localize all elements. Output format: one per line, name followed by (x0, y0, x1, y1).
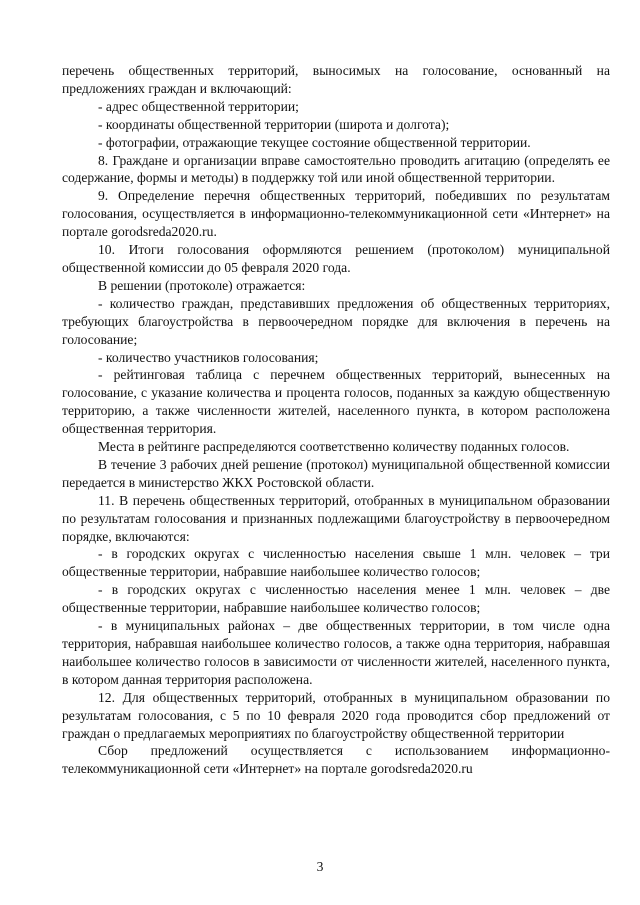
clause-12: 12. Для общественных территорий, отобранных в муниципальном образовании по результатам голосования, с 5 по 10 февраля 2020 года проводится сбор предложений от граждан о предлагаемых мероприятиях по благоустройству общественной территории (62, 689, 610, 741)
decision-transfer-paragraph: В течение 3 рабочих дней решение (протокол) муниципальной общественной комиссии передается в министерство ЖКХ Ростовской области. (62, 456, 610, 490)
list-item-small-cities: - в городских округах с численностью населения менее 1 млн. человек – две общественные территории, набравшие наибольшее количество голосов; (62, 582, 610, 616)
list-item-participants-count: - количество участников голосования; (98, 349, 319, 365)
clause-11: 11. В перечень общественных территорий, отобранных в муниципальном образовании по результатам голосования и признанных подлежащими благоустройству в первоочередном порядке, включаются: (62, 492, 610, 544)
list-item-rating-table: - рейтинговая таблица с перечнем общественных территорий, вынесенных на голосование, с указание количества и процента голосов, поданных за каждую общественную территорию, а также численности жителей, населенного пункта, в котором расположена общественная территория. (62, 367, 610, 437)
list-item-photos: - фотографии, отражающие текущее состояние общественной территории. (98, 134, 531, 150)
clause-8: 8. Граждане и организации вправе самостоятельно проводить агитацию (определять ее содержание, формы и методы) в поддержку той или иной общественной территории. (62, 152, 610, 186)
body-text (62, 62, 610, 778)
list-item-address: - адрес общественной территории; (98, 98, 299, 114)
page-number: 3 (316, 859, 324, 874)
clause-9: 9. Определение перечня общественных территорий, победивших по результатам голосования, осуществляется в информационно-телекоммуникационной сети «Интернет» на портале gorodsreda2020.ru. (62, 188, 610, 240)
proposal-collection-paragraph: Сбор предложений осуществляется с использованием информационно-телекоммуникационной сети «Интернет» на портале gorodsreda2020.ru (62, 743, 610, 777)
decision-contents-heading: В решении (протоколе) отражается: (98, 277, 306, 293)
list-item-large-cities: - в городских округах с численностью населения свыше 1 млн. человек – три общественные территории, набравшие наибольшее количество голосов; (62, 546, 610, 580)
list-item-coordinates: - координаты общественной территории (широта и долгота); (98, 116, 450, 132)
rating-places-paragraph: Места в рейтинге распределяются соответственно количеству поданных голосов. (98, 439, 570, 455)
paragraph-intro: перечень общественных территорий, выносимых на голосование, основанный на предложениях граждан и включающий: (62, 63, 610, 96)
list-item-citizens-count: - количество граждан, представивших предложения об общественных территориях, требующих благоустройства в первоочередном порядке для включения в перечень на голосование; (62, 295, 610, 347)
clause-10: 10. Итоги голосования оформляются решением (протоколом) муниципальной общественной комиссии до 05 февраля 2020 года. (62, 242, 610, 275)
list-item-municipal-districts: - в муниципальных районах – две общественных территории, в том числе одна территория, набравшая наибольшее количество голосов, а также одна территория, набравшая наибольшее количество голосов в зависимости от численности жителей, населенного пункта, в котором данная территория расположена. (62, 618, 610, 687)
